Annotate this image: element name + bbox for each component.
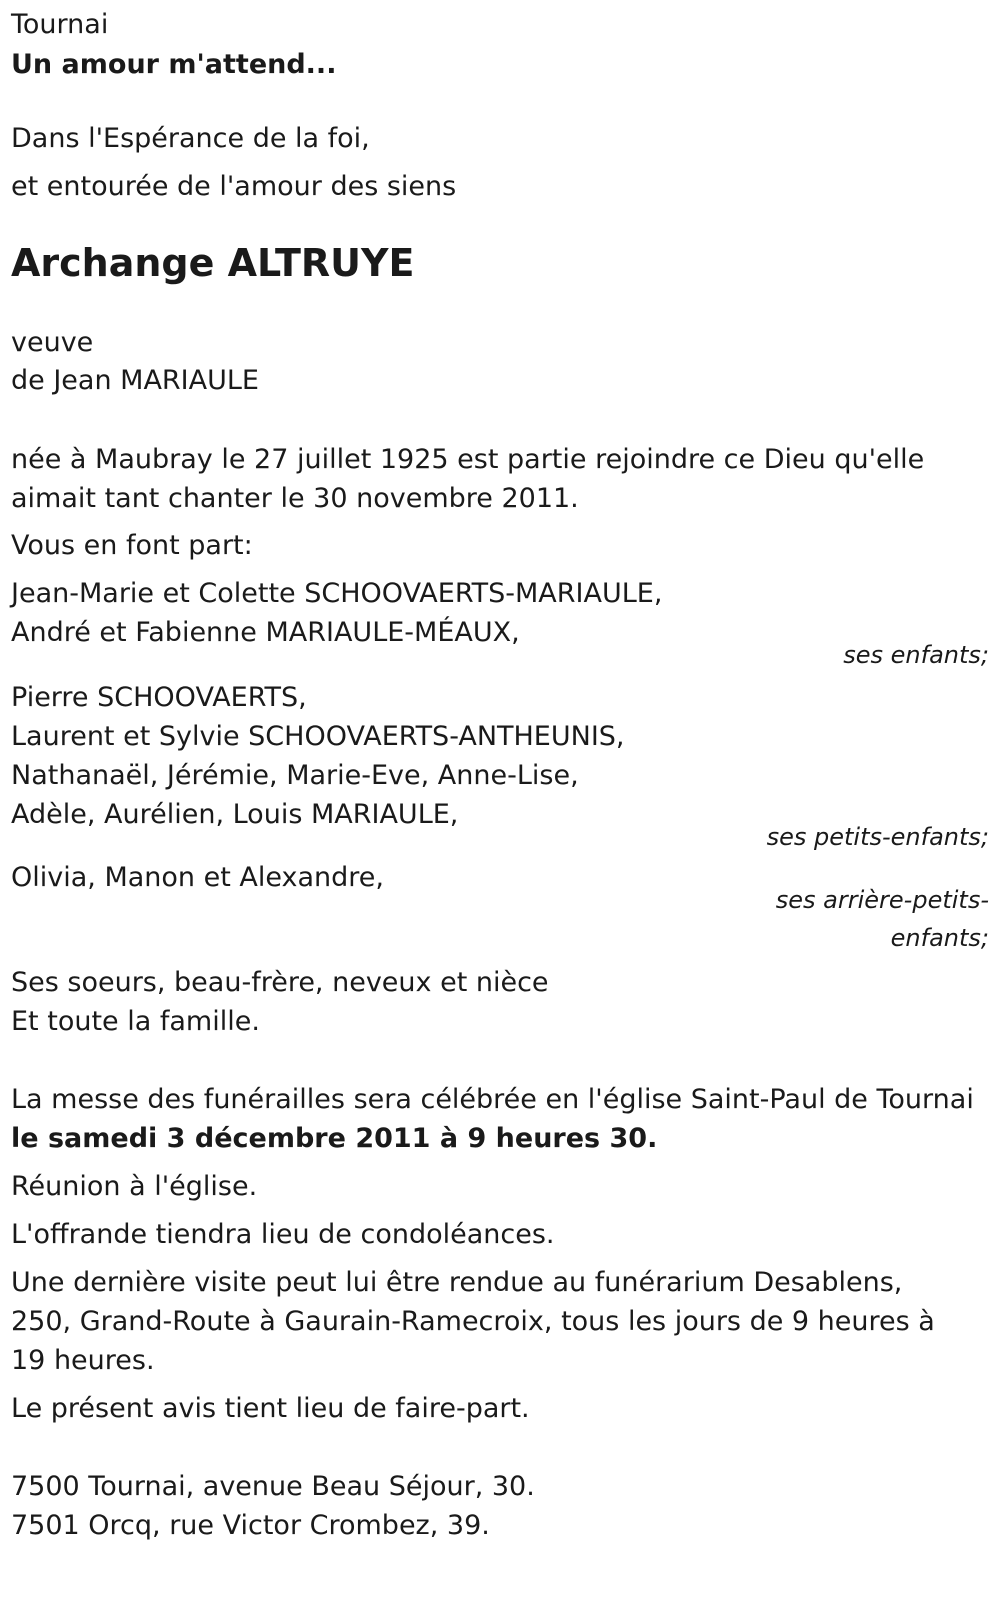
great-grandchildren-block	[11, 858, 989, 957]
children-block	[11, 574, 989, 674]
grandchildren-line-2: Laurent et Sylvie SCHOOVAERTS-ANTHEUNIS,	[11, 721, 625, 752]
grandchildren-block	[11, 678, 989, 856]
intro-block	[11, 115, 989, 211]
grandchildren-role: ses petits-enfants;	[766, 823, 989, 851]
meeting: Réunion à l'église.	[11, 1171, 258, 1202]
children-line-2: André et Fabienne MARIAULE-MÉAUX,	[11, 617, 520, 648]
grandchildren-line-4: Adèle, Aurélien, Louis MARIAULE,	[11, 799, 459, 830]
children-line-1: Jean-Marie et Colette SCHOOVAERTS-MARIAULE,	[11, 578, 663, 609]
visit: Une dernière visite peut lui être rendue au funérarium Desablens, 250, Grand-Route à Gaurain-Ramecroix, tous les jours de 9 heures à 19 heures.	[11, 1267, 935, 1376]
intro-line-1: Dans l'Espérance de la foi,	[11, 123, 370, 154]
motto: Un amour m'attend...	[11, 49, 337, 80]
mass-date: le samedi 3 décembre 2011 à 9 heures 30.	[11, 1123, 658, 1154]
widow-block	[11, 324, 989, 400]
family-block	[11, 963, 989, 1041]
announce: Vous en font part:	[11, 530, 253, 561]
address-line-2: 7501 Orcq, rue Victor Crombez, 39.	[11, 1510, 490, 1541]
mass-block	[11, 1080, 986, 1158]
address-line-1: 7500 Tournai, avenue Beau Séjour, 30.	[11, 1471, 535, 1502]
great-grandchildren-line-1: Olivia, Manon et Alexandre,	[11, 862, 384, 893]
addresses-block	[11, 1467, 989, 1545]
location-header	[11, 5, 989, 85]
widow-line-1: veuve	[11, 327, 94, 358]
grandchildren-line-1: Pierre SCHOOVAERTS,	[11, 682, 307, 713]
family-line-2: Et toute la famille.	[11, 1006, 260, 1037]
deceased-name: Archange ALTRUYE	[11, 241, 415, 285]
grandchildren-line-3: Nathanaël, Jérémie, Marie-Eve, Anne-Lise,	[11, 760, 579, 791]
great-grandchildren-role: ses arrière-petits-enfants;	[775, 886, 989, 952]
mass-text: La messe des funérailles sera célébrée en l'église Saint-Paul de Tournai	[11, 1084, 974, 1115]
family-line-1: Ses soeurs, beau-frère, neveux et nièce	[11, 967, 549, 998]
location: Tournai	[11, 9, 109, 40]
birth-death: née à Maubray le 27 juillet 1925 est partie rejoindre ce Dieu qu'elle aimait tant chanter le 30 novembre 2011.	[11, 444, 925, 514]
children-role: ses enfants;	[843, 641, 989, 669]
notice: Le présent avis tient lieu de faire-part.	[11, 1393, 530, 1424]
widow-line-2: de Jean MARIAULE	[11, 365, 259, 396]
intro-line-2: et entourée de l'amour des siens	[11, 171, 457, 202]
offering: L'offrande tiendra lieu de condoléances.	[11, 1219, 555, 1250]
